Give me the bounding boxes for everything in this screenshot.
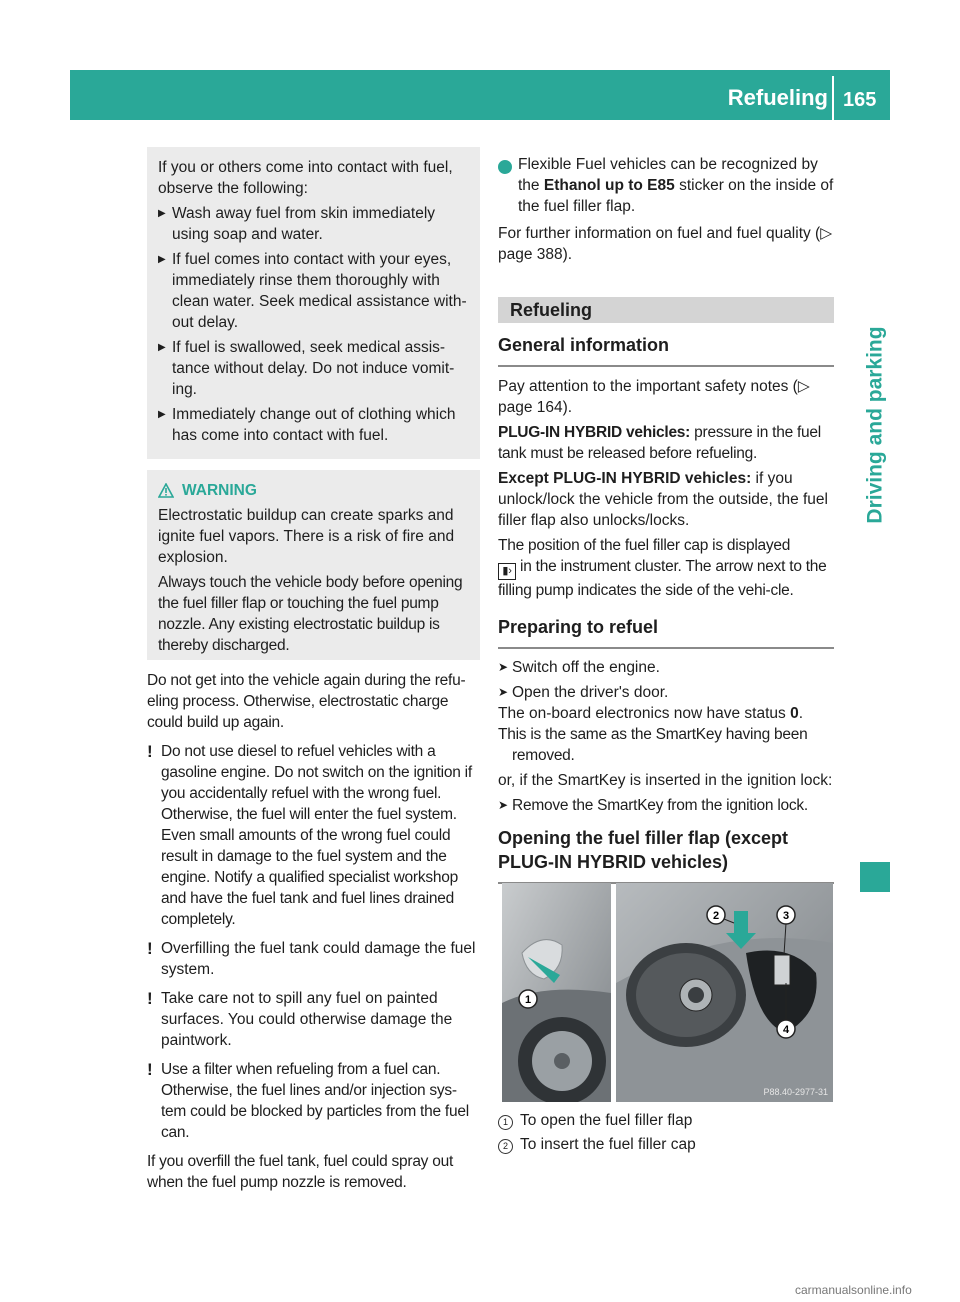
paragraph: For further information on fuel and fuel quality (▷ page 388). [498,225,833,263]
bullet-icon: ▶ [158,409,166,420]
callout-1-label: 1 [524,994,532,1006]
heading: Preparing to refuel [498,617,659,637]
warning-header [158,480,470,501]
paragraph: Except PLUG-IN HYBRID vehicles: if you unlock/lock the vehicle from the outside, the fuel filler flap also unlocks/locks. [498,470,828,529]
step-arrow-icon: ➤ [498,660,509,674]
heading-line-1: Opening the fuel filler flap (except [498,828,789,848]
safety-box [147,147,480,459]
heading: General information [498,335,670,355]
paragraph: PLUG-IN HYBRID vehicles: pressure in the fuel tank must be released before refueling. [498,424,821,462]
step-arrow-icon: ➤ [498,685,509,699]
chapter-label: Driving and parking [863,326,887,524]
fuel-pump-icon: ▮› [498,563,516,580]
paragraph: or, if the SmartKey is inserted in the ignition lock: [498,772,833,789]
bullet-icon: ▶ [158,208,166,219]
left-body [147,670,480,1193]
exclamation-icon: ! [147,939,153,958]
step-item: ➤ Remove the SmartKey from the ignition lock. [498,797,808,814]
info-block [493,154,834,265]
paragraph: The position of the fuel filler cap is displayed ▮› in the instrument cluster. The arrow next to the filling pump indicates the side of the vehi-cle. [498,537,827,599]
paragraph: This is the same as the SmartKey having been removed. [498,726,808,764]
figure-legend [498,1110,834,1158]
note-item: ! Take care not to spill any fuel on painted surfaces. You could otherwise damage the paintwork. [147,989,453,1049]
warning-box [147,470,480,660]
bullet-icon: ▶ [158,342,166,353]
info-note: i Flexible Fuel vehicles can be recognized by the Ethanol up to E85 sticker on the inside of the fuel filler flap. [493,156,834,215]
page-title: Refueling [727,85,828,110]
legend-item: 2 To insert the fuel filler cap [498,1134,834,1155]
legend-item: 1 To open the fuel filler flap [498,1110,834,1131]
divider [498,647,834,649]
opening-section [498,826,834,884]
figure-code: P88.40-2977-31 [763,1087,828,1097]
paragraph: If you overfill the fuel tank, fuel could spray out when the fuel pump nozzle is removed. [147,1153,454,1191]
fuel-flap-photo-left [502,883,611,1102]
exclamation-icon: ! [147,742,153,761]
callout-3-label: 3 [782,910,790,922]
callout-2-label: 2 [712,910,720,922]
warning-text-1: Electrostatic buildup can create sparks and ignite fuel vapors. There is a risk of fire and explosion. [158,507,455,566]
step-item: ➤ Switch off the engine. [498,659,660,676]
warning-triangle-icon [158,483,174,498]
chapter-marker [860,862,890,892]
note-item: ! Overfilling the fuel tank could damage the fuel system. [147,939,476,978]
callout-4-label: 4 [782,1024,790,1036]
chapter-side-tab [860,300,890,550]
safety-intro: If you or others come into contact with fuel, observe the following: [158,159,453,197]
list-item: ▶ Wash away fuel from skin immediately using soap and water. [158,205,436,243]
exclamation-icon: ! [147,989,153,1008]
bullet-icon: ▶ [158,254,166,265]
warning-text-2: Always touch the vehicle body before opening the fuel filler flap or touching the fuel pump nozzle. Any existing electrostatic buildup is thereby discharged. [158,574,463,654]
note-item: ! Use a filter when refueling from a fuel can. Otherwise, the fuel lines and/or injection sys-tem could be blocked by particles from the fuel can. [147,1060,469,1141]
legend-number: 1 [498,1115,513,1130]
fuel-flap-photo-right [616,883,833,1102]
header-divider [832,76,834,120]
warning-label: WARNING [182,482,257,499]
legend-number: 2 [498,1139,513,1154]
list-item: ▶ Immediately change out of clothing which has come into contact with fuel. [158,406,456,444]
step-arrow-icon: ➤ [498,798,508,812]
paragraph: Do not get into the vehicle again during the refu-eling process. Otherwise, electrostatic charge could build up again. [147,672,466,731]
exclamation-icon: ! [147,1060,153,1079]
page-number: 165 [843,89,877,111]
paragraph: Pay attention to the important safety notes (▷ page 164). [498,378,810,416]
list-item: ▶ If fuel is swallowed, seek medical assis-tance without delay. Do not induce vomit-ing. [158,339,455,398]
watermark: carmanualsonline.info [795,1283,912,1297]
info-icon: i [498,160,512,174]
section-title: Refueling [510,300,593,320]
paragraph: The on-board electronics now have status 0. [498,705,804,722]
divider [498,365,834,367]
general-section [498,333,834,820]
list-item: ▶ If fuel comes into contact with your eyes, immediately rinse them thoroughly with clean water. Seek medical assistance with-out delay. [158,251,467,331]
note-item: ! Do not use diesel to refuel vehicles with a gasoline engine. Do not switch on the ignition if you accidentally refuel with the wrong fuel. Otherwise, the fuel will enter the fuel system. Even small amounts of the wrong fuel could result in damage to the fuel system and the engine. Notify a qualified specialist workshop and have the fuel tank and fuel lines drained completely. [147,742,472,928]
heading-line-2: PLUG-IN HYBRID vehicles) [498,852,729,872]
step-item: ➤ Open the driver's door. [498,684,669,701]
